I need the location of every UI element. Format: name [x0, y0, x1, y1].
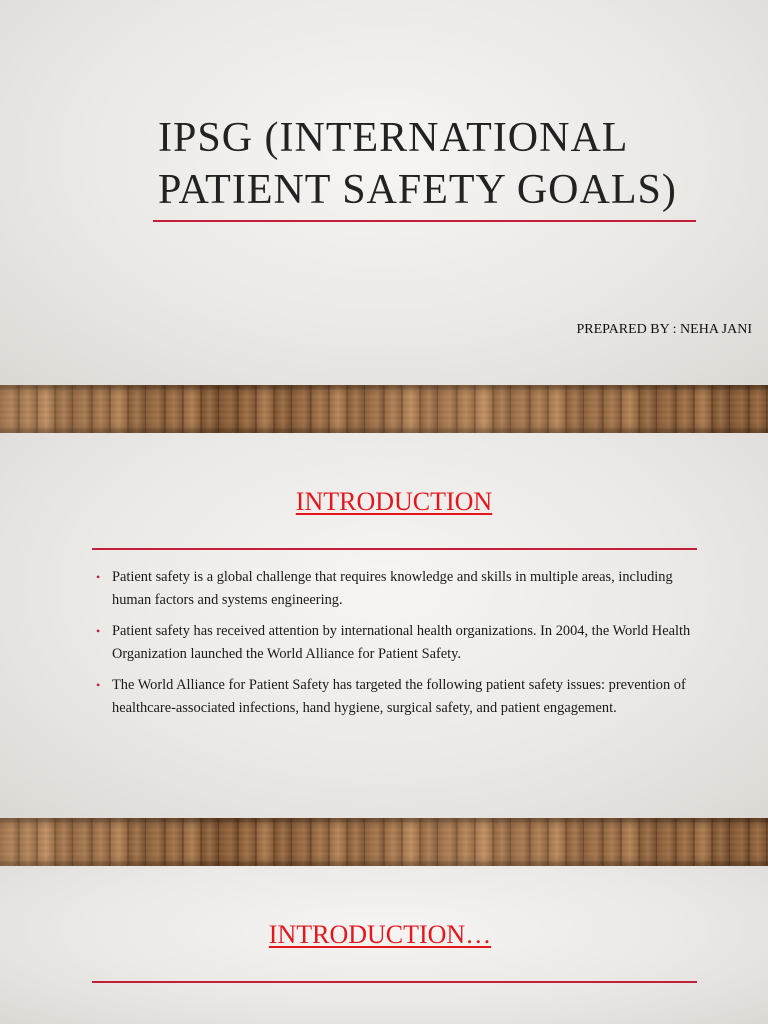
list-item — [96, 674, 696, 720]
prepared-by-text: PREPARED BY : NEHA JANI — [576, 322, 752, 337]
bullet-text: Patient safety has received attention by international health organizations. In 2004, the World Health Organization launched the World Alliance for Patient Safety. — [112, 623, 691, 662]
title-line-2: PATIENT SAFETY GOALS) — [158, 167, 677, 213]
bullet-text: Patient safety is a global challenge that requires knowledge and skills in multiple areas, including human factors and systems engineering. — [112, 569, 673, 608]
wood-floor-divider — [0, 385, 768, 433]
bullet-list — [96, 566, 696, 728]
list-item — [96, 620, 696, 666]
list-item — [96, 566, 696, 612]
bullet-text: The World Alliance for Patient Safety has targeted the following patient safety issues: prevention of healthcare-associated infections, hand hygiene, surgical safety, and patient engagement. — [112, 677, 686, 716]
bullet-icon: • — [96, 678, 101, 692]
slide-title — [0, 0, 768, 385]
slide-heading: INTRODUCTION… — [268, 920, 492, 949]
bullet-icon: • — [96, 570, 101, 584]
heading-divider — [92, 981, 697, 983]
title-line-1: IPSG (INTERNATIONAL — [158, 115, 629, 161]
bullet-icon: • — [96, 624, 101, 638]
slide-heading: INTRODUCTION — [295, 487, 493, 516]
wood-floor-divider — [0, 818, 768, 866]
heading-divider — [92, 548, 697, 550]
slide-introduction-continued — [0, 866, 768, 1024]
presentation-title — [158, 112, 677, 216]
title-divider — [153, 220, 696, 222]
